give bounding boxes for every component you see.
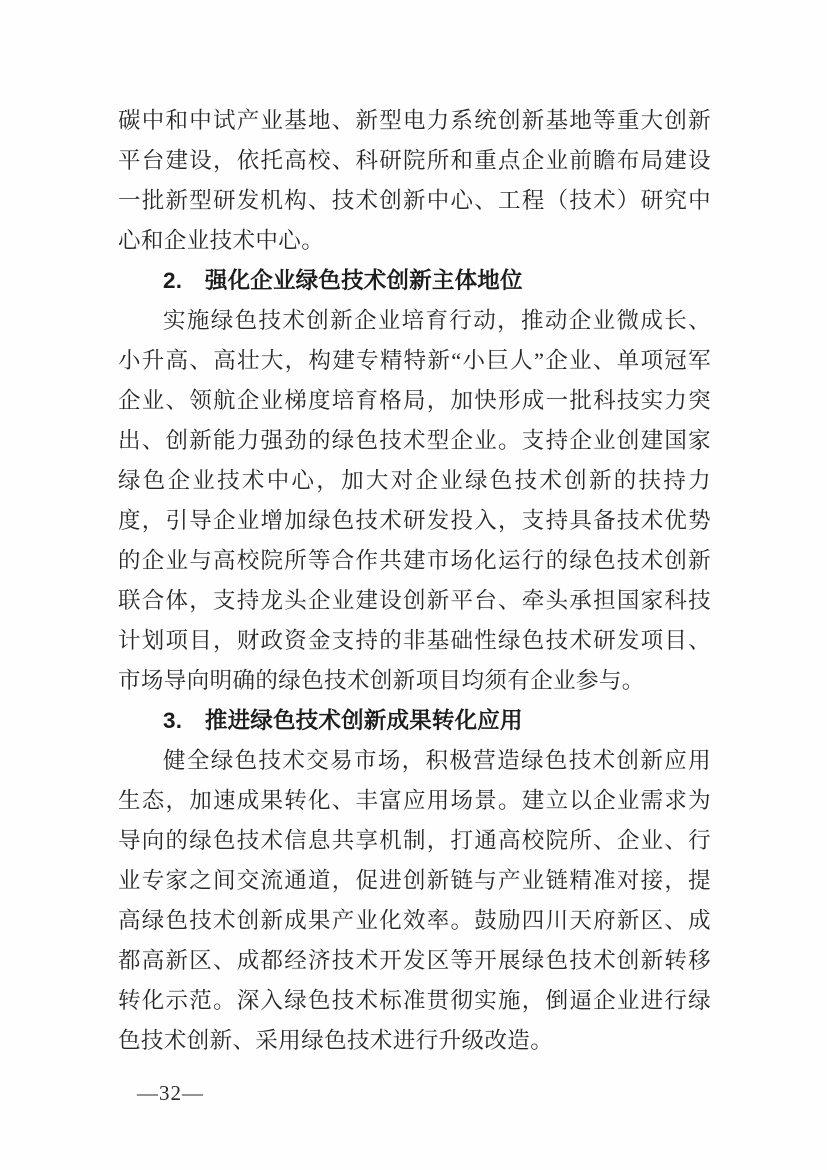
heading-section-2: 2. 强化企业绿色技术创新主体地位 xyxy=(163,268,523,293)
document-body xyxy=(118,101,711,1061)
heading-section-3: 3. 推进绿色技术创新成果转化应用 xyxy=(163,708,523,733)
paragraph-continuation: 碳中和中试产业基地、新型电力系统创新基地等重大创新平台建设，依托高校、科研院所和重点企业前瞻布局建设一批新型研发机构、技术创新中心、工程（技术）研究中心和企业技术中心。 xyxy=(118,108,711,253)
paragraph-section-2: 实施绿色技术创新企业培育行动，推动企业微成长、小升高、高壮大，构建专精特新“小巨人”企业、单项冠军企业、领航企业梯度培育格局，加快形成一批科技实力突出、创新能力强劲的绿色技术型企业。支持企业创建国家绿色企业技术中心，加大对企业绿色技术创新的扶持力度，引导企业增加绿色技术研发投入，支持具备技术优势的企业与高校院所等合作共建市场化运行的绿色技术创新联合体，支持龙头企业建设创新平台、牵头承担国家科技计划项目，财政资金支持的非基础性绿色技术研发项目、市场导向明确的绿色技术创新项目均须有企业参与。 xyxy=(118,308,711,693)
paragraph-section-3: 健全绿色技术交易市场，积极营造绿色技术创新应用生态，加速成果转化、丰富应用场景。建立以企业需求为导向的绿色技术信息共享机制，打通高校院所、企业、行业专家之间交流通道，促进创新链与产业链精准对接，提高绿色技术创新成果产业化效率。鼓励四川天府新区、成都高新区、成都经济技术开发区等开展绿色技术创新转移转化示范。深入绿色技术标准贯彻实施，倒逼企业进行绿色技术创新、采用绿色技术进行升级改造。 xyxy=(118,748,711,1053)
page-number: —32— xyxy=(137,1081,204,1105)
